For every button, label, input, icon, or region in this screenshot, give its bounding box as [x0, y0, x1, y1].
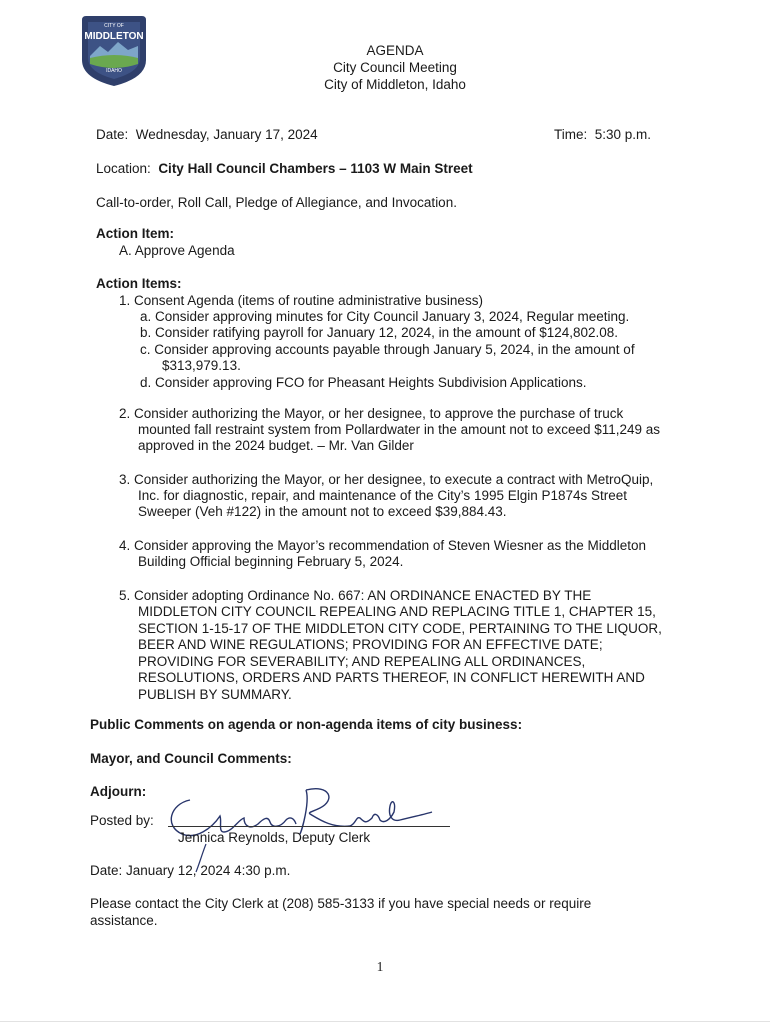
location-value: City Hall Council Chambers – 1103 W Main Street	[158, 161, 473, 176]
agenda-item-5-line-3: SECTION 1-15-17 OF THE MIDDLETON CITY CODE, PERTAINING TO THE LIQUOR,	[138, 621, 662, 636]
time-label: Time:	[554, 127, 588, 142]
meeting-location	[96, 160, 473, 177]
agenda-item-2-line-1: 2. Consider authorizing the Mayor, or her designee, to approve the purchase of truck	[119, 406, 624, 421]
agenda-item-3-line-3: Sweeper (Veh #122) in the amount not to exceed $39,884.43.	[138, 504, 507, 519]
signature-line	[168, 826, 450, 827]
agenda-item-4-line-2: Building Official beginning February 5, 2024.	[138, 554, 404, 569]
consent-agenda-item: 1. Consent Agenda (items of routine administrative business)	[119, 293, 483, 308]
logo-name: MIDDLETON	[84, 31, 144, 42]
date-value: Wednesday, January 17, 2024	[135, 127, 318, 142]
action-items-heading: Action Items:	[96, 276, 182, 291]
agenda-item-5-line-7: PUBLISH BY SUMMARY.	[138, 687, 292, 702]
public-comments-heading: Public Comments on agenda or non-agenda items of city business:	[90, 717, 523, 732]
mayor-council-comments-heading: Mayor, and Council Comments:	[90, 751, 292, 766]
agenda-item-5-line-5: PROVIDING FOR SEVERABILITY; AND REPEALING ALL ORDINANCES,	[138, 654, 586, 669]
date-label: Date:	[96, 127, 129, 142]
agenda-item-4-line-1: 4. Consider approving the Mayor’s recommendation of Steven Wiesner as the Middleton	[119, 538, 647, 553]
consent-sub-item-a: a. Consider approving minutes for City Council January 3, 2024, Regular meeting.	[140, 309, 630, 324]
posted-by-name: Jennica Reynolds, Deputy Clerk	[178, 830, 371, 845]
agenda-item-5-line-6: RESOLUTIONS, ORDERS AND PARTS THEREOF, IN CONFLICT HEREWITH AND	[138, 670, 645, 685]
contact-line-2: assistance.	[90, 913, 158, 928]
meeting-subtitle: City Council Meeting	[333, 60, 457, 75]
contact-line-1: Please contact the City Clerk at (208) 585-3133 if you have special needs or require	[90, 896, 592, 911]
consent-sub-item-c: c. Consider approving accounts payable through January 5, 2024, in the amount of	[140, 342, 635, 357]
agenda-item-3-line-2: Inc. for diagnostic, repair, and maintenance of the City’s 1995 Elgin P1874s Street	[138, 488, 628, 503]
posted-date: Date: January 12, 2024 4:30 p.m.	[90, 863, 291, 878]
time-value: 5:30 p.m.	[594, 127, 652, 142]
agenda-item-5-line-2: MIDDLETON CITY COUNCIL REPEALING AND REPLACING TITLE 1, CHAPTER 15,	[138, 604, 656, 619]
agenda-item-5-line-4: BEER AND WINE REGULATIONS; PROVIDING FOR AN EFFECTIVE DATE;	[138, 637, 603, 652]
handwritten-signature	[160, 782, 440, 874]
consent-sub-item-b: b. Consider ratifying payroll for January 12, 2024, in the amount of $124,802.08.	[140, 325, 619, 340]
logo-top-text: CITY OF	[104, 23, 124, 29]
logo-bottom-text: IDAHO	[106, 68, 122, 74]
agenda-item-5-line-1: 5. Consider adopting Ordinance No. 667: AN ORDINANCE ENACTED BY THE	[119, 588, 592, 603]
meeting-time	[554, 126, 651, 143]
agenda-title: AGENDA	[366, 43, 424, 58]
adjourn-heading: Adjourn:	[90, 784, 147, 799]
agenda-item-2-line-2: mounted fall restraint system from Pollardwater in the amount not to exceed $11,249 as	[138, 422, 661, 437]
location-label: Location:	[96, 161, 151, 176]
posted-by-label: Posted by:	[90, 813, 154, 828]
consent-sub-item-c-amount: $313,979.13.	[162, 358, 241, 373]
city-logo	[78, 12, 150, 88]
meeting-date	[96, 126, 318, 143]
action-item-heading: Action Item:	[96, 226, 175, 241]
agenda-item-3-line-1: 3. Consider authorizing the Mayor, or her designee, to execute a contract with MetroQuip,	[119, 472, 654, 487]
approve-agenda-item: A. Approve Agenda	[119, 243, 235, 258]
page-number: 1	[376, 959, 384, 974]
city-name: City of Middleton, Idaho	[324, 77, 466, 92]
agenda-item-2-line-3: approved in the 2024 budget. – Mr. Van Gilder	[138, 438, 414, 453]
page-bottom-edge	[0, 1021, 770, 1022]
consent-sub-item-d: d. Consider approving FCO for Pheasant Heights Subdivision Applications.	[140, 375, 587, 390]
opening-line: Call-to-order, Roll Call, Pledge of Allegiance, and Invocation.	[96, 195, 457, 210]
